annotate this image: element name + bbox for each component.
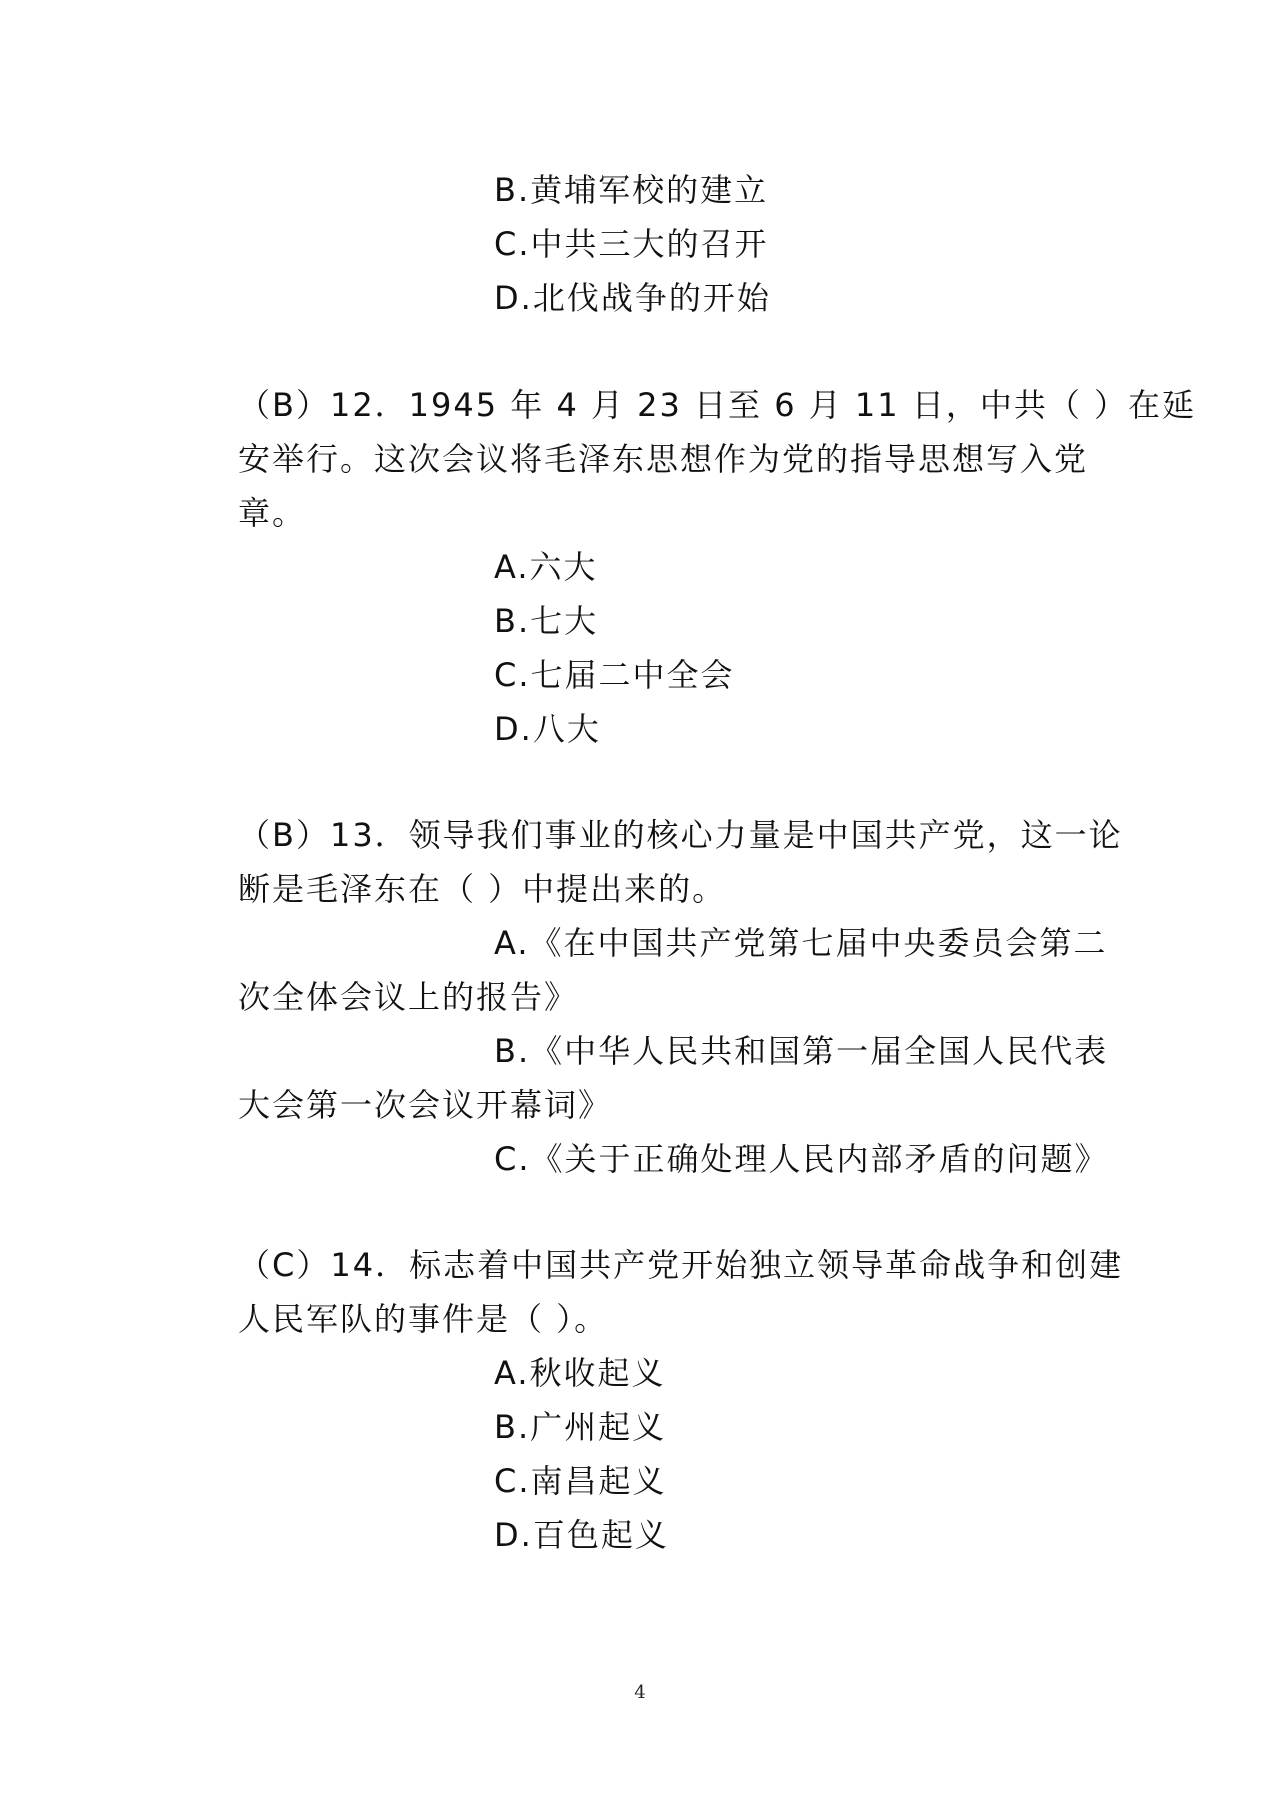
question-13-option-a-line-1: A.《在中国共产党第七届中央委员会第二 (494, 924, 1108, 962)
page-number: 4 (634, 1682, 646, 1703)
question-14-option-c: C.南昌起义 (494, 1462, 667, 1500)
option-c-previous-question: C.中共三大的召开 (494, 225, 769, 263)
question-14-option-a: A.秋收起义 (494, 1354, 666, 1392)
option-d-previous-question: D.北伐战争的开始 (494, 279, 771, 317)
question-12-line-2: 安举行。这次会议将毛泽东思想作为党的指导思想写入党 (238, 440, 1089, 478)
question-12-line-3: 章。 (238, 494, 307, 532)
question-14-line-2: 人民军队的事件是（ ）。 (238, 1300, 609, 1338)
question-14-option-b: B.广州起义 (494, 1408, 667, 1446)
question-12-option-d: D.八大 (494, 710, 601, 748)
option-b-previous-question: B.黄埔军校的建立 (494, 171, 769, 209)
question-13-option-b-line-2: 大会第一次会议开幕词》 (238, 1086, 613, 1124)
question-12-option-a: A.六大 (494, 548, 598, 586)
question-13-option-a-line-2: 次全体会议上的报告》 (238, 978, 579, 1016)
question-13-option-c: C.《关于正确处理人民内部矛盾的问题》 (494, 1140, 1109, 1178)
question-14-option-d: D.百色起义 (494, 1516, 669, 1554)
question-12-line-1: （B）12．1945 年 4 月 23 日至 6 月 11 日，中共（ ）在延 (238, 386, 1196, 424)
question-13-line-2: 断是毛泽东在（ ）中提出来的。 (238, 870, 727, 908)
question-12-option-b: B.七大 (494, 602, 599, 640)
question-12-option-c: C.七届二中全会 (494, 656, 735, 694)
question-13-option-b-line-1: B.《中华人民共和国第一届全国人民代表 (494, 1032, 1109, 1070)
question-14-line-1: （C）14．标志着中国共产党开始独立领导革命战争和创建 (238, 1246, 1124, 1284)
question-13-line-1: （B）13．领导我们事业的核心力量是中国共产党，这一论 (238, 816, 1123, 854)
